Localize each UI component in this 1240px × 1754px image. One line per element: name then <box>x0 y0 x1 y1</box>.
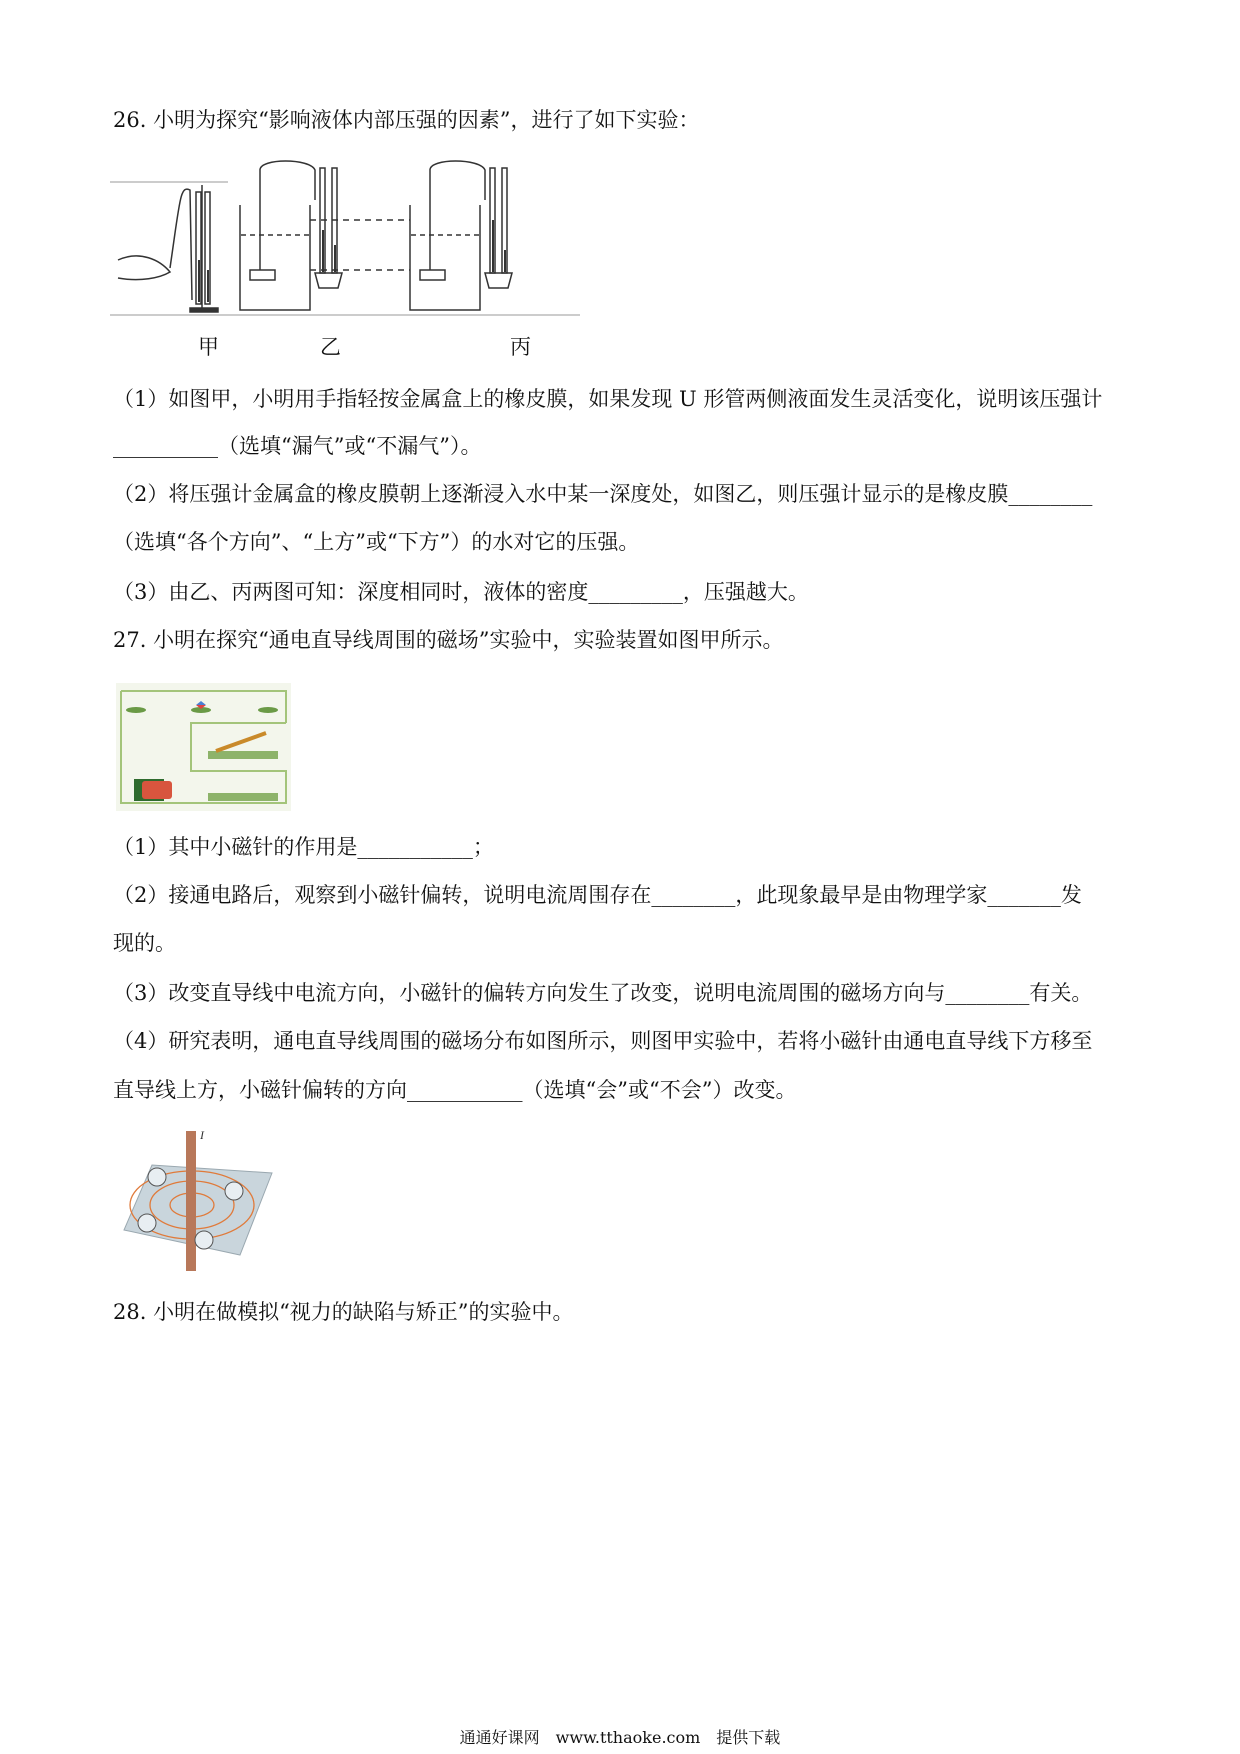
q26-stem: 26. 小明为探究“影响液体内部压强的因素”，进行了如下实验： <box>113 108 700 132</box>
q27-part2-line2: 现的。 <box>113 931 176 955</box>
q27-part2-line1: （2）接通电路后，观察到小磁针偏转，说明电流周围存在________，此现象最早是由物理学家_______发 <box>113 883 1082 907</box>
q26-part2-line1: （2）将压强计金属盒的橡皮膜朝上逐渐浸入水中某一深度处，如图乙，则压强计显示的是橡皮膜________ <box>113 482 1093 506</box>
q28-stem: 28. 小明在做模拟“视力的缺陷与矫正”的实验中。 <box>113 1300 574 1324</box>
figure-bing <box>410 161 512 310</box>
q27-part4-line2: 直导线上方，小磁针偏转的方向___________（选填“会”或“不会”）改变。 <box>113 1078 797 1102</box>
figure-label-yi: 乙 <box>320 335 341 359</box>
pressure-gauge-figure <box>110 160 580 325</box>
q26-part1-line1: （1）如图甲，小明用手指轻按金属盒上的橡皮膜，如果发现 U 形管两侧液面发生灵活变化，说明该压强计 <box>113 387 1103 411</box>
q27-stem: 27. 小明在探究“通电直导线周围的磁场”实验中，实验装置如图甲所示。 <box>113 628 784 652</box>
figure-label-bing: 丙 <box>510 335 531 359</box>
q27-part4-line1: （4）研究表明，通电直导线周围的磁场分布如图所示，则图甲实验中，若将小磁针由通电直导线下方移至 <box>113 1029 1093 1053</box>
q27-part1: （1）其中小磁针的作用是___________； <box>113 835 494 859</box>
figure-yi <box>240 161 410 310</box>
current-label: I <box>200 1128 204 1142</box>
q26-part3: （3）由乙、丙两图可知：深度相同时，液体的密度_________，压强越大。 <box>113 580 809 604</box>
q26-part1-line2: __________（选填“漏气”或“不漏气”）。 <box>113 434 482 458</box>
magnetic-field-figure <box>112 1125 277 1275</box>
figure-jia <box>110 182 580 315</box>
circuit-apparatus-figure <box>116 683 291 811</box>
page-footer: 通通好课网 www.tthaoke.com 提供下载 <box>459 1728 781 1747</box>
q27-part3: （3）改变直导线中电流方向，小磁针的偏转方向发生了改变，说明电流周围的磁场方向与________有关。 <box>113 981 1093 1005</box>
figure-label-jia: 甲 <box>198 335 219 359</box>
q26-part2-line2: （选填“各个方向”、“上方”或“下方”）的水对它的压强。 <box>113 530 640 554</box>
